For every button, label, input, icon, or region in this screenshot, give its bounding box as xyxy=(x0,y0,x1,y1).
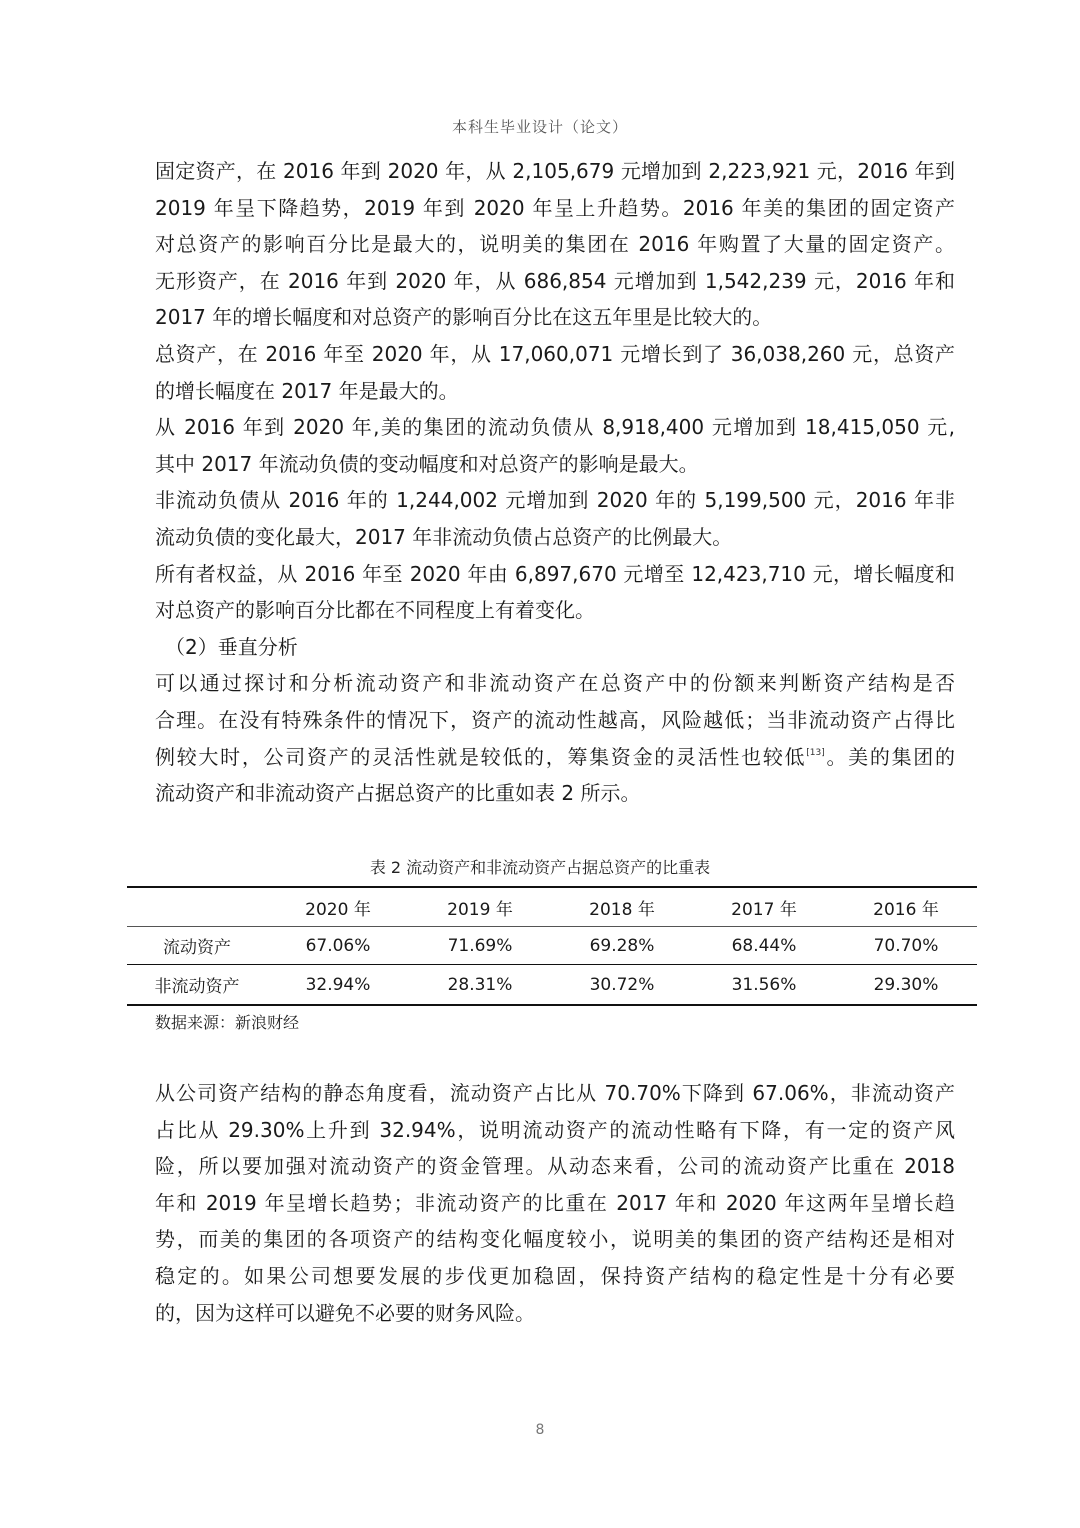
page-number: 8 xyxy=(535,1422,545,1438)
table-header-row xyxy=(127,887,977,927)
column-header: 2020 年 xyxy=(267,887,409,927)
text-line: 的，因为这样可以避免不必要的财务风险。 xyxy=(155,1300,535,1325)
text-line: 流动负债的变化最大，2017 年非流动负债占总资产的比例最大。 xyxy=(155,524,733,549)
column-header: 2019 年 xyxy=(409,887,551,927)
text-line: 从公司资产结构的静态角度看，流动资产占比从 70.70%下降到 67.06%，非流动资产 xyxy=(155,1081,955,1105)
row-label: 非流动资产 xyxy=(127,965,267,1006)
text-line: 可以通过探讨和分析流动资产和非流动资产在总资产中的份额来判断资产结构是否 xyxy=(155,671,955,696)
column-header: 2016 年 xyxy=(835,887,977,927)
table-cell: 31.56% xyxy=(693,965,835,1006)
column-header xyxy=(127,887,267,927)
text-line: 从 2016 年到 2020 年,美的集团的流动负债从 8,918,400 元增加到 18,415,050 元, xyxy=(155,415,955,440)
table-cell: 67.06% xyxy=(267,927,409,965)
column-header: 2017 年 xyxy=(693,887,835,927)
text-line: 其中 2017 年流动负债的变动幅度和对总资产的影响是最大。 xyxy=(155,451,699,476)
text-line: 稳定的。如果公司想要发展的步伐更加稳固，保持资产结构的稳定性是十分有必要 xyxy=(155,1263,955,1288)
text-line: 总资产，在 2016 年至 2020 年，从 17,060,071 元增长到了 36,038,260 元，总资产 xyxy=(155,341,955,366)
text-line: 对总资产的影响百分比是最大的，说明美的集团在 2016 年购置了大量的固定资产。 xyxy=(155,232,955,257)
row-label: 流动资产 xyxy=(127,927,267,965)
table-source: 数据来源：新浪财经 xyxy=(155,1013,300,1032)
table-cell: 69.28% xyxy=(551,927,693,965)
text-line: 对总资产的影响百分比都在不同程度上有着变化。 xyxy=(155,598,595,623)
section-heading: （2）垂直分析 xyxy=(165,634,298,659)
text-line: 的增长幅度在 2017 年是最大的。 xyxy=(155,378,459,403)
text-line: 无形资产，在 2016 年到 2020 年，从 686,854 元增加到 1,542,239 元，2016 年和 xyxy=(155,268,955,293)
text-line: 所有者权益，从 2016 年至 2020 年由 6,897,670 元增至 12,423,710 元，增长幅度和 xyxy=(155,561,955,586)
text-line: 险，所以要加强对流动资产的资金管理。从动态来看，公司的流动资产比重在 2018 xyxy=(155,1154,955,1179)
text-line: 固定资产，在 2016 年到 2020 年，从 2,105,679 元增加到 2,223,921 元，2016 年到 xyxy=(155,159,955,183)
text-line: 流动资产和非流动资产占据总资产的比重如表 2 所示。 xyxy=(155,781,641,806)
table-cell: 70.70% xyxy=(835,927,977,965)
table-caption: 表 2 流动资产和非流动资产占据总资产的比重表 xyxy=(369,858,711,877)
body-text-bottom xyxy=(155,1075,955,1331)
table-cell: 29.30% xyxy=(835,965,977,1006)
text-span: 。美的集团的 xyxy=(824,744,956,769)
table-cell: 30.72% xyxy=(551,965,693,1006)
body-text-top xyxy=(155,153,955,812)
text-line: 占比从 29.30%上升到 32.94%，说明流动资产的流动性略有下降，有一定的资产风 xyxy=(155,1117,955,1142)
table-row xyxy=(127,927,977,965)
data-table xyxy=(127,886,977,1006)
page-header: 本科生毕业设计（论文） xyxy=(451,118,628,136)
text-line: 2019 年呈下降趋势，2019 年到 2020 年呈上升趋势。2016 年美的集团的固定资产 xyxy=(155,195,955,220)
table-cell: 32.94% xyxy=(267,965,409,1006)
text-line: 合理。在没有特殊条件的情况下，资产的流动性越高，风险越低；当非流动资产占得比 xyxy=(155,707,955,732)
citation-ref: [13] xyxy=(806,747,825,758)
table-cell: 68.44% xyxy=(693,927,835,965)
table-cell: 28.31% xyxy=(409,965,551,1006)
text-line: 2017 年的增长幅度和对总资产的影响百分比在这五年里是比较大的。 xyxy=(155,305,773,330)
table-cell: 71.69% xyxy=(409,927,551,965)
table-row xyxy=(127,965,977,1006)
text-span: 例较大时，公司资产的灵活性就是较低的，筹集资金的灵活性也较低 xyxy=(155,744,807,769)
text-line: 非流动负债从 2016 年的 1,244,002 元增加到 2020 年的 5,199,500 元，2016 年非 xyxy=(155,488,955,513)
text-line: 势，而美的集团的各项资产的结构变化幅度较小，说明美的集团的资产结构还是相对 xyxy=(155,1227,955,1252)
text-line: 年和 2019 年呈增长趋势；非流动资产的比重在 2017 年和 2020 年这两年呈增长趋 xyxy=(155,1190,955,1215)
column-header: 2018 年 xyxy=(551,887,693,927)
text-line-with-citation xyxy=(155,739,955,776)
